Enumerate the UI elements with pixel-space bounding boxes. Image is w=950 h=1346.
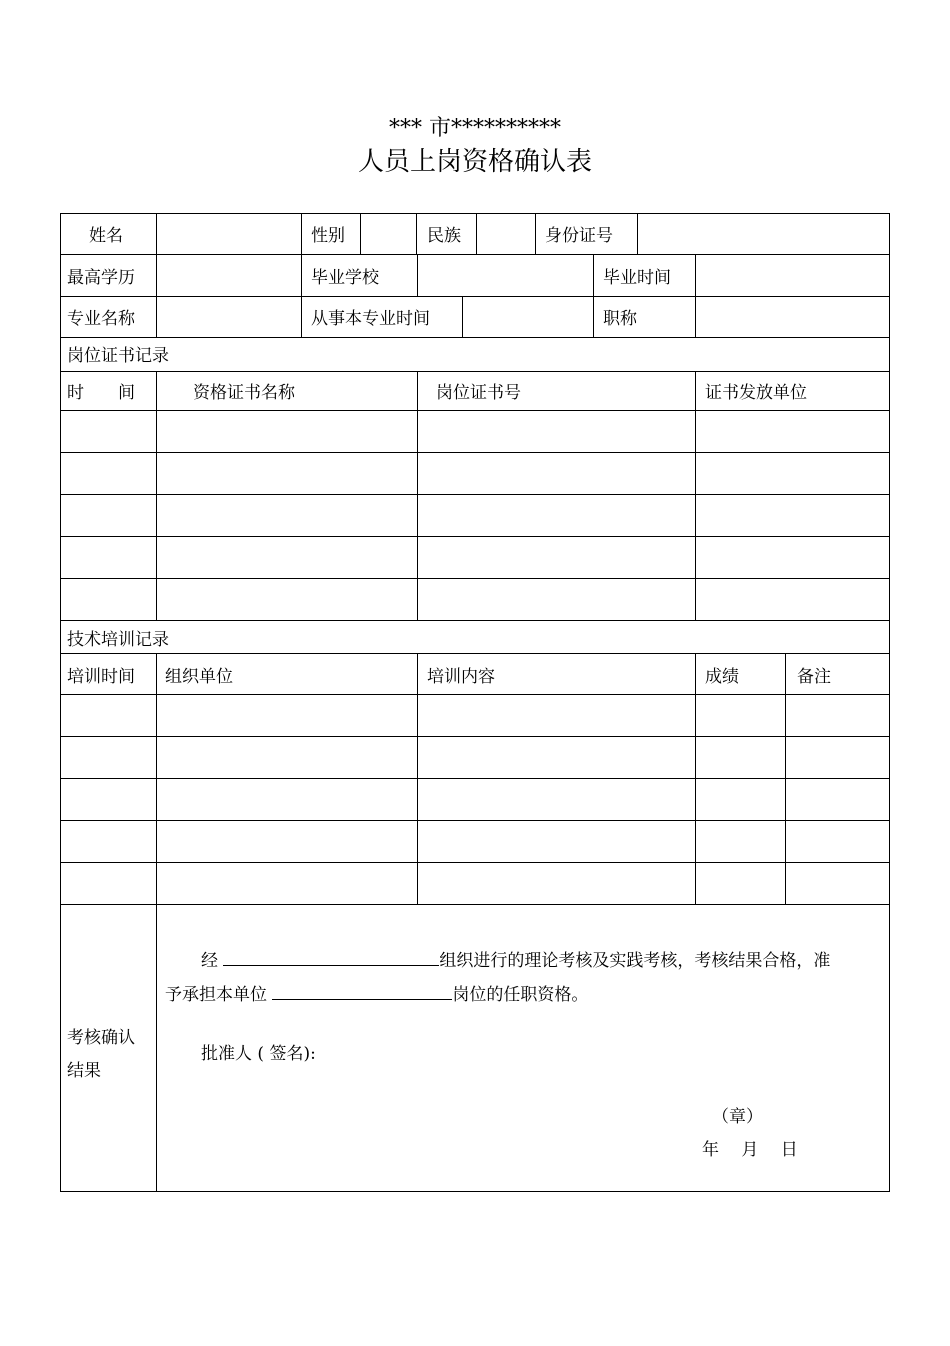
review-label-line1: 考核确认	[67, 1028, 135, 1048]
cert-row-cell[interactable]	[60, 452, 157, 495]
cert-row-cell[interactable]	[60, 410, 157, 453]
training-row-cell[interactable]	[417, 862, 696, 905]
document-title-line1: *** 市**********	[389, 116, 561, 141]
work-time-value-cell[interactable]	[462, 296, 594, 338]
cert-section-header	[60, 337, 890, 372]
cert-row-cell[interactable]	[417, 536, 696, 579]
cert-row-cell[interactable]	[695, 410, 890, 453]
training-row-cell[interactable]	[695, 778, 786, 821]
school-label: 毕业学校	[311, 268, 379, 288]
training-row-cell[interactable]	[695, 736, 786, 779]
training-header-content-label: 培训内容	[427, 667, 495, 687]
training-section-label: 技术培训记录	[67, 630, 169, 650]
education-label: 最高学历	[67, 268, 135, 288]
name-label: 姓名	[89, 226, 123, 246]
training-section-header	[60, 620, 890, 654]
training-header-score-label: 成绩	[705, 667, 739, 687]
training-row-cell[interactable]	[60, 694, 157, 737]
training-row-cell[interactable]	[785, 862, 890, 905]
education-value-cell[interactable]	[156, 254, 302, 297]
cert-row-cell[interactable]	[156, 578, 418, 621]
cert-header-issuer-label: 证书发放单位	[705, 383, 807, 403]
training-row-cell[interactable]	[156, 778, 418, 821]
cert-row-cell[interactable]	[156, 536, 418, 579]
training-row-cell[interactable]	[156, 820, 418, 863]
training-row-cell[interactable]	[156, 694, 418, 737]
training-row-cell[interactable]	[695, 862, 786, 905]
training-row-cell[interactable]	[695, 820, 786, 863]
training-header-notes-label: 备注	[797, 667, 831, 687]
training-row-cell[interactable]	[60, 862, 157, 905]
ethnicity-label: 民族	[427, 226, 461, 246]
work-time-label: 从事本专业时间	[311, 309, 430, 329]
review-statement-line1	[201, 947, 830, 972]
cert-row-cell[interactable]	[695, 536, 890, 579]
training-row-cell[interactable]	[417, 694, 696, 737]
training-row-cell[interactable]	[417, 820, 696, 863]
cert-row-cell[interactable]	[417, 578, 696, 621]
name-value-cell[interactable]	[156, 213, 302, 255]
review-text-line2-suffix: 岗位的任职资格。	[452, 985, 589, 1005]
professional-title-label: 职称	[603, 309, 637, 329]
seal-label: （章）	[712, 1107, 763, 1127]
organizer-blank[interactable]	[223, 947, 439, 966]
gender-value-cell[interactable]	[360, 213, 417, 255]
position-blank[interactable]	[272, 981, 452, 1000]
training-row-cell[interactable]	[785, 694, 890, 737]
training-row-cell[interactable]	[156, 862, 418, 905]
id-value-cell[interactable]	[637, 213, 890, 255]
cert-row-cell[interactable]	[156, 494, 418, 537]
cert-header-time-label: 时 间	[67, 383, 135, 403]
training-header-org-label: 组织单位	[165, 667, 233, 687]
cert-row-cell[interactable]	[695, 578, 890, 621]
approver-signature-label: 批准人 ( 签名):	[201, 1044, 316, 1064]
major-value-cell[interactable]	[156, 296, 302, 338]
gender-label: 性别	[311, 226, 345, 246]
document-title: 人员上岗资格确认表	[357, 147, 592, 177]
cert-row-cell[interactable]	[417, 494, 696, 537]
training-row-cell[interactable]	[417, 778, 696, 821]
school-value-cell[interactable]	[417, 254, 594, 297]
review-label-line2: 结果	[67, 1061, 101, 1081]
cert-row-cell[interactable]	[695, 452, 890, 495]
cert-row-cell[interactable]	[417, 410, 696, 453]
cert-header-number-label: 岗位证书号	[436, 383, 521, 403]
cert-section-label: 岗位证书记录	[67, 346, 169, 366]
cert-row-cell[interactable]	[60, 494, 157, 537]
date-label: 年 月 日	[702, 1140, 798, 1160]
cert-header-name-label: 资格证书名称	[193, 383, 295, 403]
id-number-label: 身份证号	[545, 226, 613, 246]
review-text-mid: 组织进行的理论考核及实践考核，考核结果合格，准	[439, 951, 831, 971]
training-row-cell[interactable]	[417, 736, 696, 779]
training-row-cell[interactable]	[785, 736, 890, 779]
cert-row-cell[interactable]	[417, 452, 696, 495]
cert-row-cell[interactable]	[695, 494, 890, 537]
cert-row-cell[interactable]	[60, 578, 157, 621]
review-statement-line2	[165, 981, 588, 1006]
training-header-time-label: 培训时间	[67, 667, 135, 687]
training-row-cell[interactable]	[60, 736, 157, 779]
training-row-cell[interactable]	[785, 820, 890, 863]
training-row-cell[interactable]	[785, 778, 890, 821]
title-value-cell[interactable]	[695, 296, 890, 338]
training-row-cell[interactable]	[695, 694, 786, 737]
training-row-cell[interactable]	[60, 820, 157, 863]
major-label: 专业名称	[67, 309, 135, 329]
review-text-line2-prefix: 予承担本单位	[165, 985, 267, 1005]
grad-time-label: 毕业时间	[603, 268, 671, 288]
training-row-cell[interactable]	[156, 736, 418, 779]
cert-row-cell[interactable]	[156, 410, 418, 453]
training-row-cell[interactable]	[60, 778, 157, 821]
cert-row-cell[interactable]	[60, 536, 157, 579]
review-text-prefix: 经	[201, 951, 218, 971]
ethnicity-value-cell[interactable]	[476, 213, 536, 255]
cert-row-cell[interactable]	[156, 452, 418, 495]
grad-time-value-cell[interactable]	[695, 254, 890, 297]
